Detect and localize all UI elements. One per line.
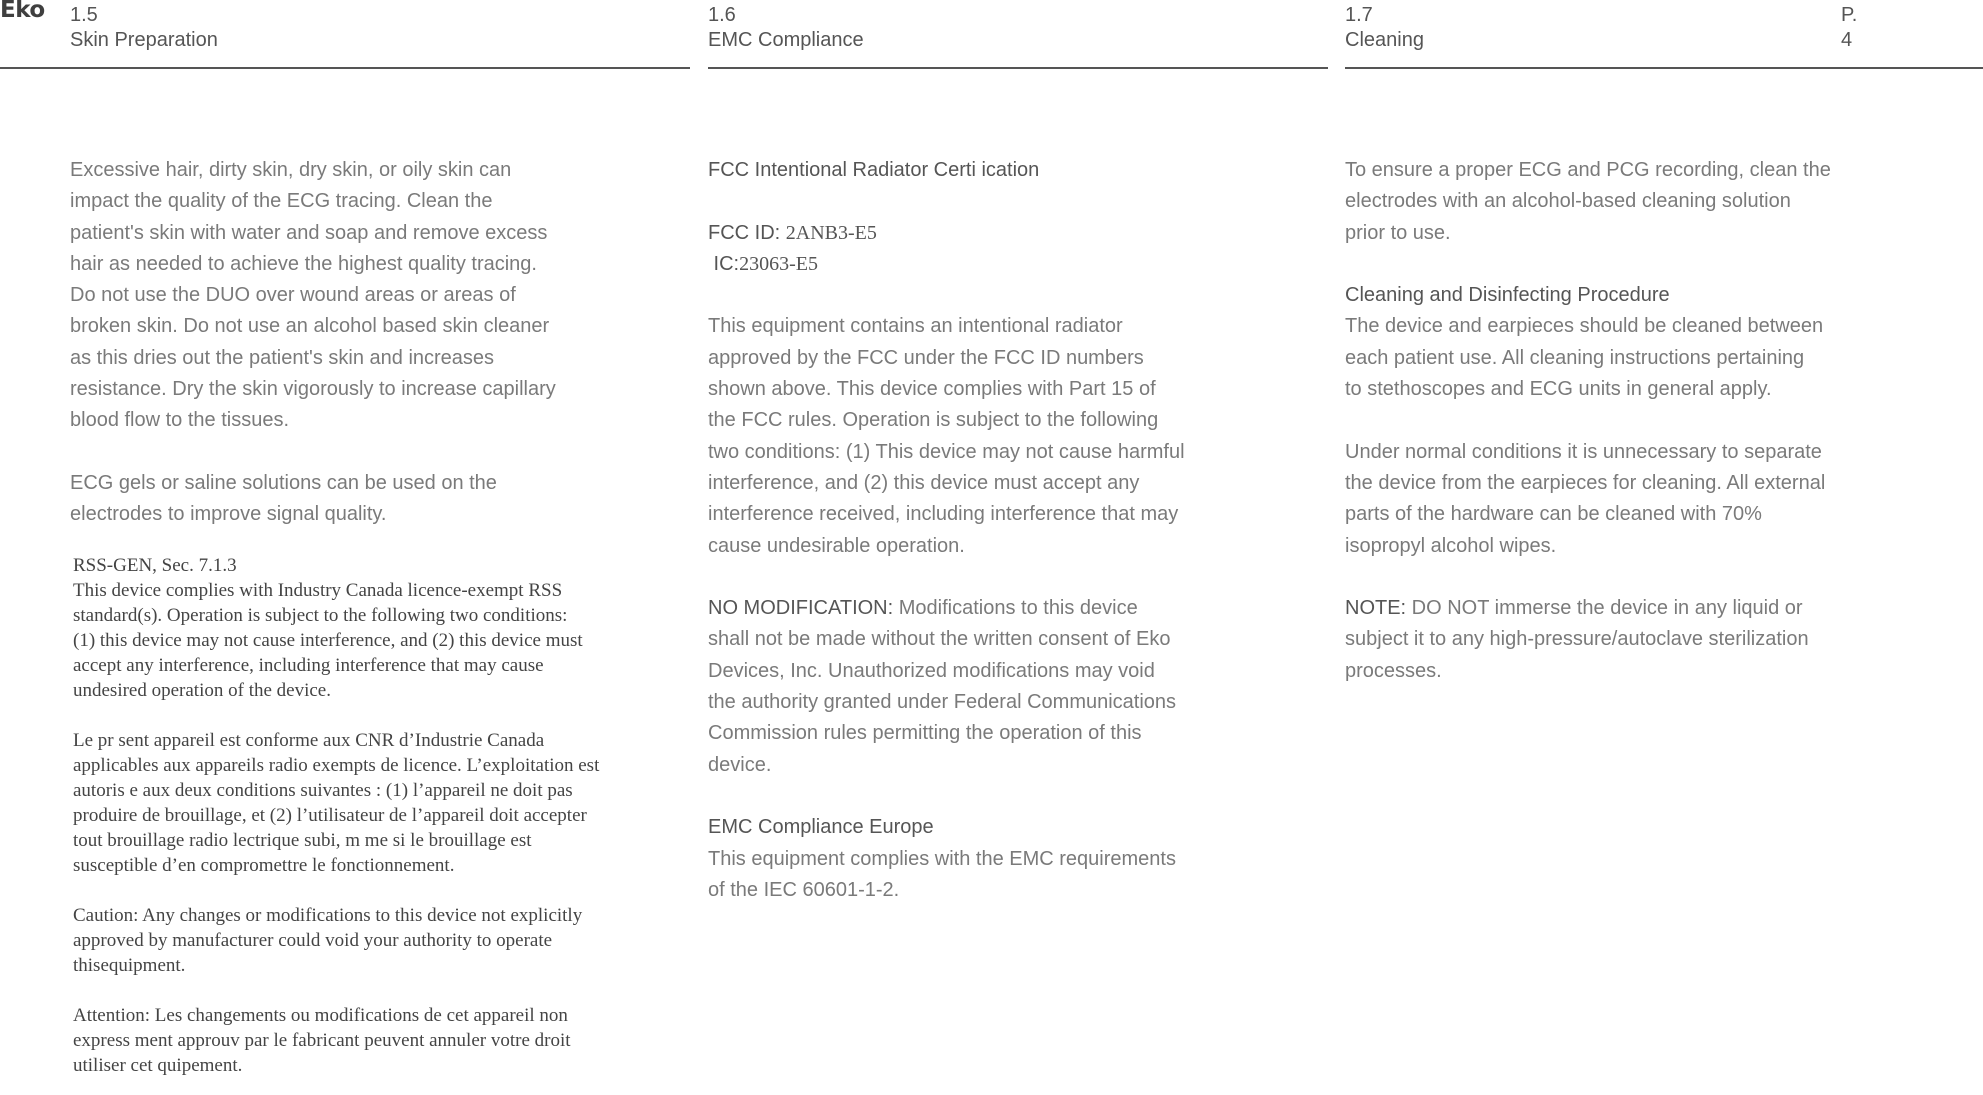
note-label: NOTE: xyxy=(1345,597,1407,620)
rss-french-text: Le pr sent appareil est conforme aux CNR d’Industrie Canada applicables aux appareils radio exempts de licence. L’exploitation est autoris e aux deux conditions suivantes : (1) l’appareil ne doit pas produire de brouillage, et (2) l’utilisateur de l’appareil doit accepter tout brouillage radio lectrique subi, m me si le brouillage est susceptible d’en compromettre le fonctionnement. xyxy=(73,729,600,876)
emc-europe-text: This equipment complies with the EMC requirements of the IEC 60601-1-2. xyxy=(708,847,1176,901)
ic-value: 23063-E5 xyxy=(739,252,819,275)
page-label: P. xyxy=(1841,4,1858,26)
section-header-cleaning xyxy=(1345,3,1424,53)
rss-notice xyxy=(73,553,670,1078)
attention-text: Attention: Les changements ou modifications de cet appareil non express ment approuv par le fabricant peuvent annuler votre droit utiliser cet quipement. xyxy=(73,1004,571,1076)
cleaning-procedure-heading: Cleaning and Disinfecting Procedure xyxy=(1345,284,1670,307)
header-rule-right xyxy=(1345,67,1983,69)
emc-europe-heading: EMC Compliance Europe xyxy=(708,816,934,839)
ic-label: IC: xyxy=(708,252,740,275)
section-number: 1.7 xyxy=(1345,4,1373,26)
section-number: 1.5 xyxy=(70,4,98,26)
cleaning-procedure-text: The device and earpieces should be cleaned between each patient use. All cleaning instructions pertaining to stethoscopes and ECG units in general apply. xyxy=(1345,315,1824,401)
caution-text: Caution: Any changes or modifications to this device not explicitly approved by manufacturer could void your authority to operate thisequipment. xyxy=(73,904,583,976)
page-value: 4 xyxy=(1841,29,1853,51)
header-rule-middle xyxy=(708,67,1328,69)
fcc-id-label: FCC ID: xyxy=(708,221,781,244)
no-modification-paragraph xyxy=(708,593,1328,781)
section-title: Cleaning xyxy=(1345,29,1424,51)
cleaning-note xyxy=(1345,593,1965,687)
ic-line xyxy=(708,249,1328,280)
section-number: 1.6 xyxy=(708,4,736,26)
section-title: Skin Preparation xyxy=(70,29,218,51)
page-number xyxy=(1841,3,1857,53)
cleaning-paragraph-1: To ensure a proper ECG and PCG recording, clean the electrodes with an alcohol-based cleaning solution prior to use. xyxy=(1345,159,1831,244)
fcc-id-line xyxy=(708,218,1328,249)
skin-paragraph-1: Excessive hair, dirty skin, dry skin, or oily skin can impact the quality of the ECG tracing. Clean the patient's skin with water and soap and remove excess hair as needed to achieve the highest quality tracing. Do not use the DUO over wound areas or areas of broken skin. Do not use an alcohol based skin cleaner as this dries out the patient's skin and increases resistance. Dry the skin vigorously to increase capillary blood flow to the tissues. xyxy=(70,159,556,432)
cleaning-column xyxy=(1345,155,1965,687)
fcc-paragraph: This equipment contains an intentional radiator approved by the FCC under the FCC ID numbers shown above. This device complies with Part 15 of the FCC rules. Operation is subject to the following two conditions: (1) This device may not cause harmful interference, and (2) this device must accept any interference received, including interference that may cause undesirable operation. xyxy=(708,315,1185,557)
rss-english-text: This device complies with Industry Canada licence-exempt RSS standard(s). Operation is subject to the following two conditions: (1) this device may not cause interference, and (2) this device must accept any interference, including interference that may cause undesired operation of the device. xyxy=(73,579,583,701)
fcc-heading: FCC Intentional Radiator Certi ication xyxy=(708,159,1040,181)
section-header-skin-preparation xyxy=(70,3,218,53)
note-text: DO NOT immerse the device in any liquid or subject it to any high-pressure/autoclave sterilization processes. xyxy=(1345,597,1809,682)
rss-heading: RSS-GEN, Sec. 7.1.3 xyxy=(73,554,237,576)
fcc-id-value: 2ANB3-E5 xyxy=(785,221,877,244)
header-rule-left xyxy=(0,67,690,69)
section-title: EMC Compliance xyxy=(708,29,864,51)
cleaning-paragraph-2: Under normal conditions it is unnecessary to separate the device from the earpieces for cleaning. All external parts of the hardware can be cleaned with 70% isopropyl alcohol wipes. xyxy=(1345,440,1826,557)
no-modification-text: Modifications to this device shall not be made without the written consent of Eko Devices, Inc. Unauthorized modifications may void the authority granted under Federal Communications Commission rules permitting the operation of this device. xyxy=(708,597,1177,776)
section-header-emc-compliance xyxy=(708,3,864,53)
skin-preparation-column xyxy=(70,155,670,1078)
brand-logo-text: Eko xyxy=(0,0,45,23)
skin-paragraph-2: ECG gels or saline solutions can be used on the electrodes to improve signal quality. xyxy=(70,471,497,526)
no-modification-label: NO MODIFICATION: xyxy=(708,597,894,620)
emc-compliance-column xyxy=(708,155,1328,906)
